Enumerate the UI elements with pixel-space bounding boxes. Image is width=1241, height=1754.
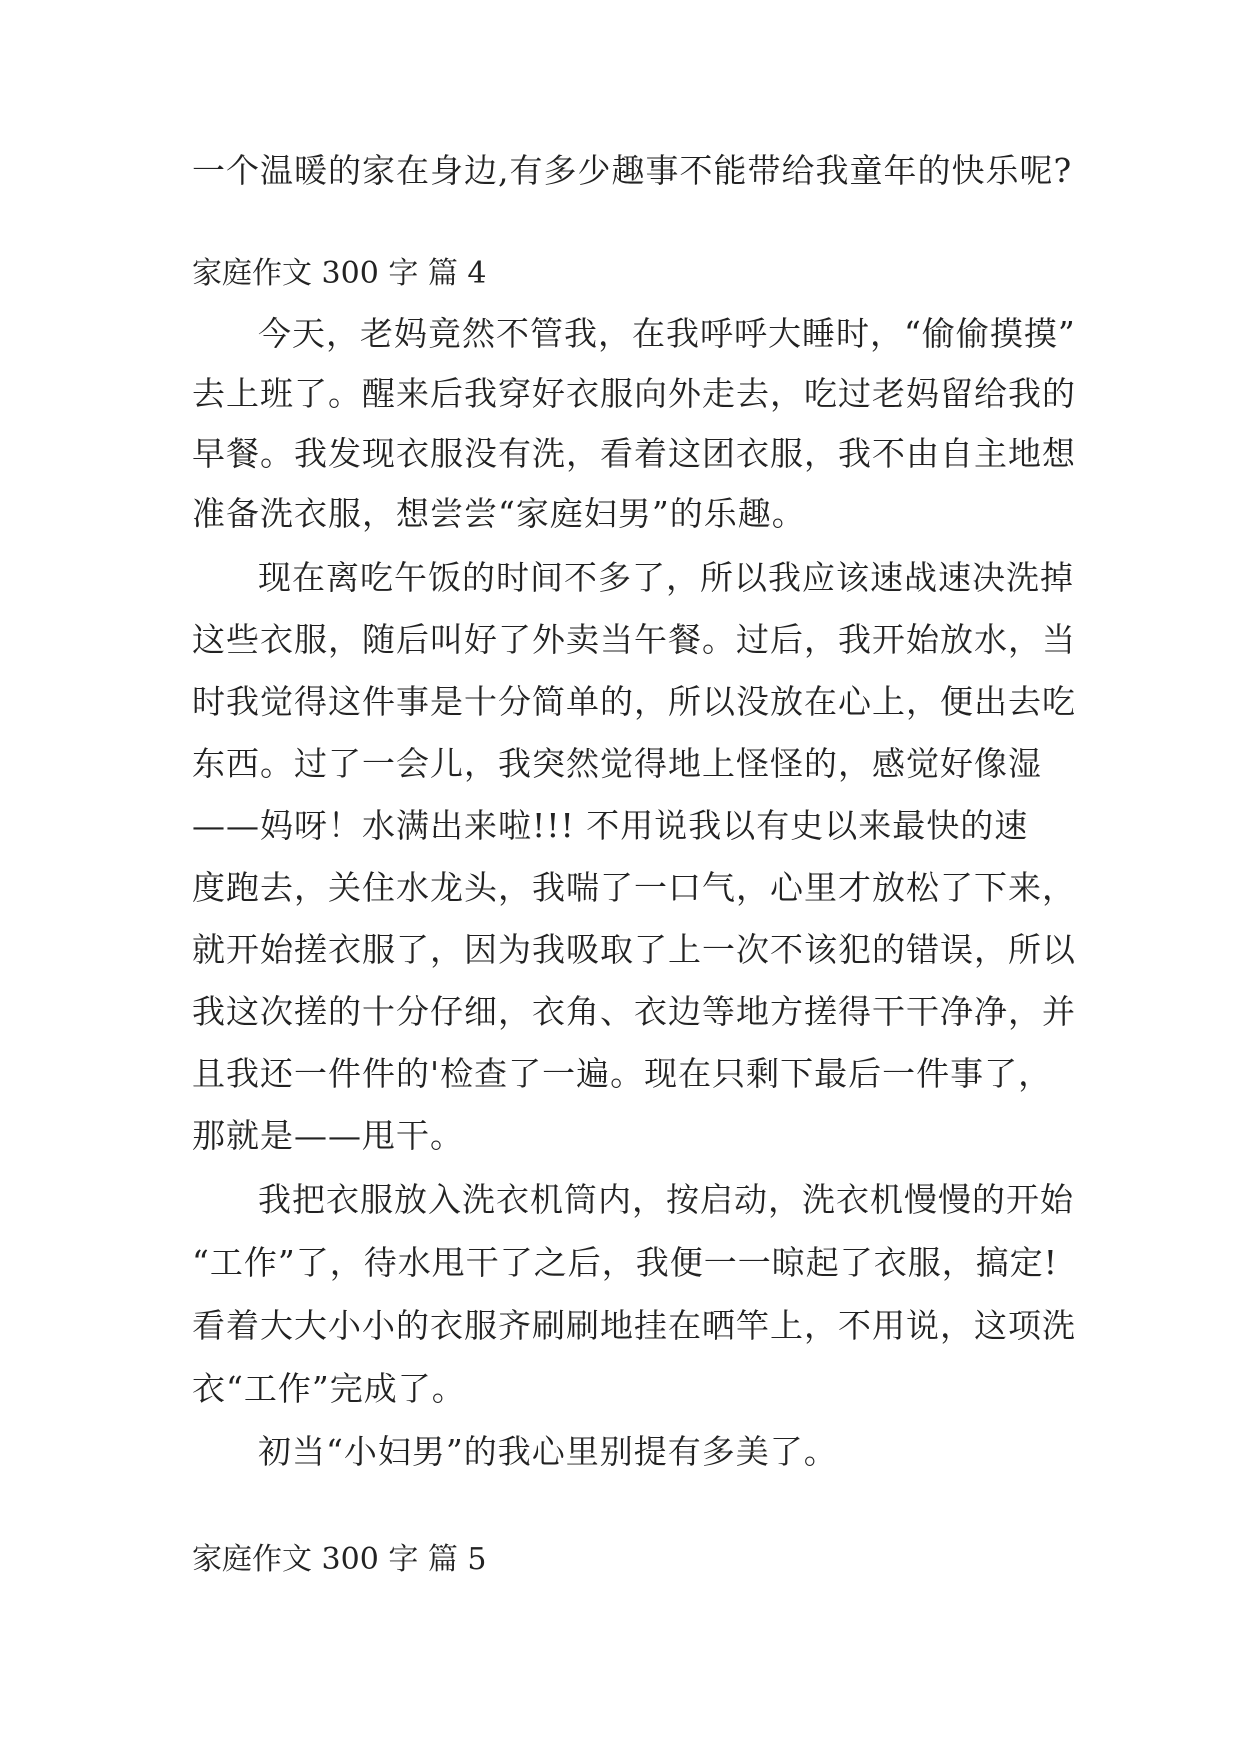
paragraph-line: 看着大大小小的衣服齐刷刷地挂在晒竿上，不用说，这项洗 [192,1306,1076,1345]
intro-line: 一个温暖的家在身边,有多少趣事不能带给我童年的快乐呢? [192,151,1073,190]
paragraph-line: 那就是——甩干。 [192,1116,464,1155]
paragraph-line: 现在离吃午饭的时间不多了，所以我应该速战速决洗掉 [258,558,1074,597]
section-5-heading: 家庭作文 300 字 篇 5 [192,1542,487,1577]
paragraph-line: 且我还一件件的'检查了一遍。现在只剩下最后一件事了， [192,1054,1053,1093]
paragraph-line: 这些衣服，随后叫好了外卖当午餐。过后，我开始放水，当 [192,620,1076,659]
paragraph-line: 度跑去，关住水龙头，我喘了一口气，心里才放松了下来， [192,868,1076,907]
paragraph-line: 早餐。我发现衣服没有洗，看着这团衣服，我不由自主地想 [192,434,1076,473]
paragraph-line: 去上班了。醒来后我穿好衣服向外走去，吃过老妈留给我的 [192,374,1076,413]
paragraph-line: 就开始搓衣服了，因为我吸取了上一次不该犯的错误，所以 [192,930,1076,969]
paragraph-line: 时我觉得这件事是十分简单的，所以没放在心上，便出去吃 [192,682,1076,721]
paragraph-line: 我把衣服放入洗衣机筒内，按启动，洗衣机慢慢的开始 [258,1180,1074,1219]
paragraph-line: “工作”了，待水甩干了之后，我便一一晾起了衣服，搞定! [192,1243,1059,1282]
paragraph-line: 初当“小妇男”的我心里别提有多美了。 [258,1432,838,1471]
paragraph-line: 准备洗衣服，想尝尝“家庭妇男”的乐趣。 [192,494,806,533]
paragraph-line: 我这次搓的十分仔细，衣角、衣边等地方搓得干干净净，并 [192,992,1076,1031]
paragraph-line: 今天，老妈竟然不管我，在我呼呼大睡时，“偷偷摸摸” [258,314,1076,353]
paragraph-line: 衣“工作”完成了。 [192,1369,466,1408]
paragraph-line: 东西。过了一会儿，我突然觉得地上怪怪的，感觉好像湿 [192,744,1042,783]
paragraph-line: ——妈呀！水满出来啦!!! 不用说我以有史以来最快的速 [192,806,1029,845]
section-4-heading: 家庭作文 300 字 篇 4 [192,256,487,291]
